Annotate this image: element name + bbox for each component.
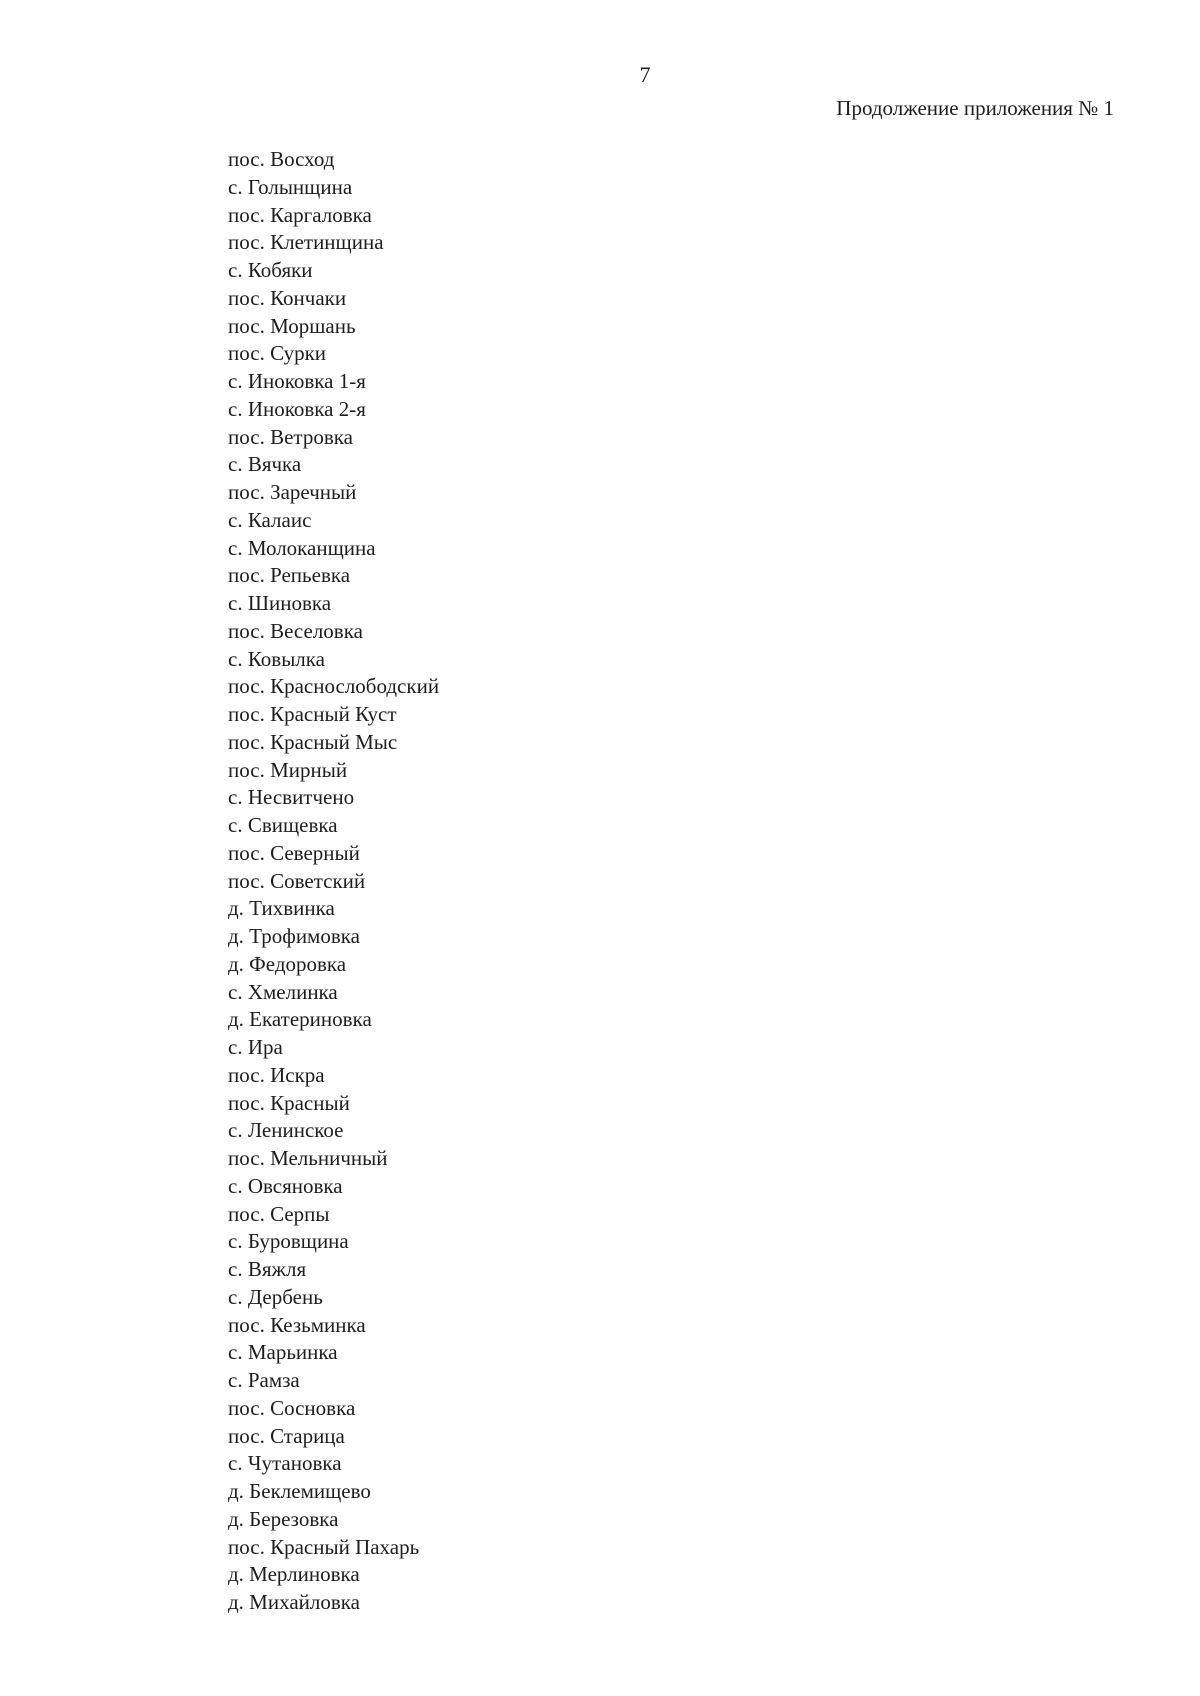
settlement-item: с. Чутановка (228, 1451, 342, 1476)
settlement-item: д. Федоровка (228, 951, 347, 976)
settlement-item: с. Несвитчено (228, 785, 355, 810)
settlement-item: пос. Клетинщина (228, 230, 384, 255)
settlement-item: пос. Восход (228, 147, 335, 171)
settlement-item: д. Мерлиновка (228, 1562, 360, 1587)
settlement-item: с. Вячка (228, 452, 302, 477)
settlement-item: пос. Ветровка (228, 424, 353, 449)
settlement-item: с. Ленинское (228, 1118, 344, 1143)
settlement-item: д. Тихвинка (228, 896, 335, 921)
settlement-item: с. Молоканщина (228, 535, 376, 560)
settlement-list (228, 146, 439, 1617)
settlement-item: пос. Северный (228, 840, 360, 865)
settlement-item: д. Березовка (228, 1506, 339, 1531)
settlement-item: д. Михайловка (228, 1590, 360, 1614)
settlement-item: пос. Каргаловка (228, 202, 372, 227)
settlement-item: с. Калаис (228, 507, 312, 532)
settlement-item: пос. Краснослободский (228, 674, 440, 699)
settlement-item: с. Рамза (228, 1368, 300, 1392)
settlement-item: пос. Заречный (228, 480, 357, 504)
settlement-item: с. Марьинка (228, 1340, 338, 1365)
settlement-item: пос. Моршань (228, 313, 356, 338)
settlement-item: с. Иноковка 1-я (228, 369, 366, 393)
settlement-item: пос. Серпы (228, 1201, 330, 1226)
settlement-item: пос. Кончаки (228, 285, 347, 310)
settlement-item: с. Дербень (228, 1284, 323, 1309)
settlement-item: д. Беклемищево (228, 1479, 371, 1503)
settlement-item: пос. Сурки (228, 341, 327, 366)
settlement-item: пос. Красный Пахарь (228, 1534, 420, 1559)
settlement-item: д. Трофимовка (228, 924, 360, 948)
settlement-item: пос. Красный (228, 1090, 350, 1115)
settlement-item: пос. Мельничный (228, 1146, 388, 1170)
settlement-item: д. Екатериновка (228, 1007, 372, 1032)
settlement-item: пос. Искра (228, 1062, 325, 1087)
settlement-item: с. Шиновка (228, 591, 332, 615)
settlement-item: пос. Красный Мыс (228, 729, 398, 754)
settlement-item: пос. Веселовка (228, 618, 363, 643)
settlement-item: с. Буровщина (228, 1229, 349, 1254)
settlement-item: с. Ира (228, 1035, 283, 1059)
settlement-item: с. Ковылка (228, 646, 325, 671)
appendix-continuation-heading: Продолжение приложения № 1 (836, 96, 1114, 120)
settlement-item: пос. Старица (228, 1423, 345, 1448)
settlement-item: с. Вяжля (228, 1257, 307, 1281)
settlement-item: пос. Красный Куст (228, 702, 397, 726)
settlement-item: пос. Мирный (228, 757, 348, 782)
settlement-item: пос. Сосновка (228, 1395, 356, 1420)
settlement-item: пос. Репьевка (228, 563, 351, 588)
settlement-item: с. Голынщина (228, 174, 353, 199)
settlement-item: с. Овсяновка (228, 1173, 343, 1198)
settlement-item: пос. Советский (228, 868, 366, 893)
settlement-item: с. Хмелинка (228, 979, 338, 1004)
settlement-item: пос. Кезьминка (228, 1312, 366, 1337)
page-number: 7 (639, 62, 651, 87)
settlement-item: с. Кобяки (228, 258, 313, 282)
settlement-item: с. Свищевка (228, 813, 338, 837)
settlement-item: с. Иноковка 2-я (228, 396, 366, 421)
